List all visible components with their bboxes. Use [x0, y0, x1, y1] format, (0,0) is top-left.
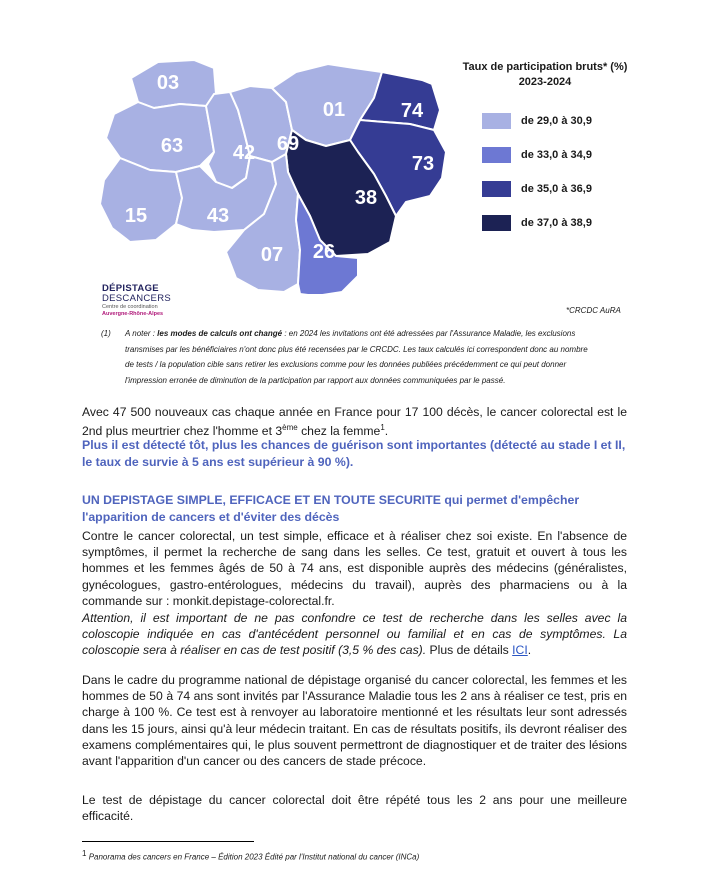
legend-title: [452, 60, 638, 90]
note-line2: transmises par les bénéficiaires n'ont donc plus été recensées par le CRCDC. Les taux calculés ici correspondent donc au nombre: [125, 344, 588, 354]
details-link[interactable]: ICI: [512, 643, 528, 658]
heading-caps: UN DEPISTAGE SIMPLE, EFFICACE ET EN TOUTE SECURITE: [82, 493, 441, 507]
logo-line4: Auvergne-Rhône-Alpes: [102, 311, 164, 317]
legend-label: de 29,0 à 30,9: [521, 115, 592, 127]
calculation-note: [101, 326, 641, 388]
paragraph-test: Contre le cancer colorectal, un test simple, efficace et à réaliser chez soi existe. En l'absence de symptômes, il permet la recherche de sang dans les selles. Ce test, gratuit et ouvert à tous les hommes et les femmes âgés de 50 à 74 ans, est disponible auprès des médecins (généralistes, gynécologues, gastro-entérologues, médecins du travail), auprès des pharmaciens ou à la commande sur : monkit.depistage-colorectal.fr.: [82, 529, 627, 608]
legend-label: de 33,0 à 34,9: [521, 149, 592, 161]
source-note: *CRCDC AuRA: [566, 306, 621, 315]
logo-line1: DÉPISTAGE: [102, 283, 159, 294]
logo-line2: DESCANCERS: [102, 293, 171, 304]
legend-swatch: [482, 147, 511, 163]
intro-paragraph: [82, 404, 627, 439]
attention-italic: Attention, il est important de ne pas confondre ce test de recherche dans les selles avec la coloscopie indiquée en cas d'antécédent personnel ou familial et en cas de symptômes. La coloscopie sera à réaliser en cas de test positif (3,5 % des cas).: [82, 611, 627, 658]
dept-label-01: 01: [322, 99, 346, 121]
legend-item: [482, 214, 592, 232]
legend-item: [482, 180, 592, 198]
footnote: [82, 849, 419, 862]
attention-end: .: [527, 643, 532, 658]
legend-item: [482, 112, 592, 130]
attention-paragraph: [82, 610, 627, 659]
dept-label-74: 74: [400, 100, 424, 122]
dept-label-26: 26: [312, 241, 336, 263]
note-line1: : en 2024 les invitations ont été adressées par l'Assurance Maladie, les exclusions: [282, 329, 576, 338]
intro-text-b: chez la femme: [297, 424, 381, 439]
logo: [102, 284, 192, 318]
footnote-text: Panorama des cancers en France – Édition 2023 Édité par l'Institut national du cancer (INCa): [88, 852, 420, 862]
note-bold: les modes de calculs ont changé: [157, 329, 283, 338]
footnote-divider: [82, 841, 254, 842]
note-prefix: A noter :: [125, 329, 158, 338]
heading-rest: qui permet d'empêcher l'apparition de cancers et d'éviter des décès: [82, 493, 580, 524]
region-map: [96, 54, 446, 294]
section-heading: [82, 492, 627, 525]
footnote-number: 1: [82, 849, 87, 858]
dept-label-38: 38: [354, 187, 378, 209]
dept-label-15: 15: [124, 205, 148, 227]
dept-label-69: 69: [276, 133, 300, 155]
intro-text-c: .: [384, 424, 389, 439]
note-number: (1): [101, 329, 111, 338]
legend-label: de 35,0 à 36,9: [521, 183, 592, 195]
legend-item: [482, 146, 592, 164]
attention-normal: Plus de détails: [426, 643, 513, 658]
dept-15: [100, 158, 182, 242]
dept-label-43: 43: [206, 205, 230, 227]
dept-label-63: 63: [160, 135, 184, 157]
dept-label-42: 42: [232, 142, 256, 164]
intro-text-a: Avec 47 500 nouveaux cas chaque année en France pour 17 100 décès, le cancer colorectal est le 2nd plus meurtrier chez l'homme et 3: [82, 405, 627, 439]
intro-sup: ème: [282, 423, 298, 433]
legend-title-line1: Taux de participation bruts* (%): [462, 61, 628, 73]
logo-line3: Centre de coordination: [102, 304, 158, 310]
dept-label-03: 03: [156, 72, 180, 94]
note-line4: l'impression erronée de diminution de la participation par rapport aux données communiquées par le passé.: [125, 375, 506, 385]
legend-title-line2: 2023-2024: [518, 76, 572, 88]
paragraph-program: Dans le cadre du programme national de dépistage organisé du cancer colorectal, les femmes et les hommes de 50 à 74 ans sont invités par l'Assurance Maladie tous les 2 ans à réaliser ce test, pris en charge à 100 %. Ce test est à renvoyer au laboratoire mentionné et les résultats leur sont adressés dans les 15 jours, ainsi qu'à leur médecin traitant. En cas de résultats positifs, ils devront réaliser des examens complémentaires qui, le plus souvent permettront de diagnostiquer et de traiter des lésions avant l'apparition d'un cancer ou des cancers de stade précoce.: [82, 673, 627, 769]
legend-swatch: [482, 215, 511, 231]
paragraph-frequency: Le test de dépistage du cancer colorectal doit être répété tous les 2 ans pour une meilleure efficacité.: [82, 793, 627, 824]
legend-label: de 37,0 à 38,9: [521, 217, 592, 229]
footnote-ref: 1: [380, 423, 385, 433]
note-line3: de tests / la population cible sans retirer les exclusions comme pour les données publiées précédemment ce qui peut donner: [125, 360, 567, 369]
legend-swatch: [482, 181, 511, 197]
dept-label-73: 73: [411, 153, 435, 175]
legend-swatch: [482, 113, 511, 129]
dept-label-07: 07: [260, 244, 284, 266]
emphasis-paragraph: Plus il est détecté tôt, plus les chances de guérison sont importantes (détecté au stade I et II, le taux de survie à 5 ans est supérieur à 90 %).: [82, 438, 626, 469]
